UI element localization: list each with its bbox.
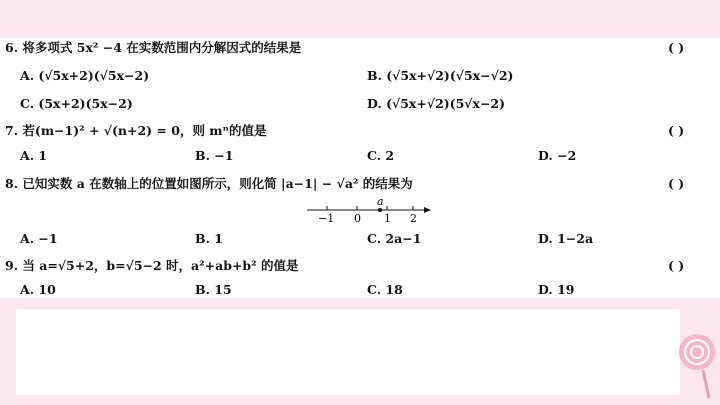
question-9-option-a: A. 10 [20,282,56,296]
question-8-option-a: A. −1 [20,231,58,246]
question-7-option-b: B. −1 [195,148,234,163]
question-7-option-d: D. −2 [538,148,577,163]
tick-label-0: 0 [354,212,361,225]
question-9-option-d: D. 19 [538,282,575,296]
point-a-dot [378,208,382,212]
number-line-figure [305,196,435,226]
question-8-answer-paren: ( ) [668,176,685,191]
question-7-answer-paren: ( ) [668,123,685,138]
bottom-blank-panel [16,309,680,395]
question-7-stem: 7. 若(m−1)² + √(n+2) = 0，则 mⁿ的值是 [5,123,267,138]
question-9-option-c: C. 18 [367,282,403,296]
lollipop-decoration-icon [675,330,719,400]
question-6-option-a: A. (√5x+2)(√5x−2) [20,68,150,83]
question-8-option-d: D. 1−2a [538,231,594,246]
question-7-option-a: A. 1 [20,148,48,163]
question-6-option-d: D. (√5x+√2)(5√x−2) [367,96,506,111]
tick-label-1: 1 [384,212,391,225]
question-8-option-b: B. 1 [195,231,223,246]
question-6-option-b: B. (√5x+√2)(√5x−√2) [367,68,514,83]
question-8-stem: 8. 已知实数 a 在数轴上的位置如图所示，则化简 |a−1| − √a² 的结果为 [5,176,413,191]
lollipop-stick [703,370,709,398]
tick-label-neg1: −1 [318,212,335,225]
question-6-answer-paren: ( ) [668,40,685,55]
question-9-option-b: B. 15 [195,282,232,296]
question-9-stem: 9. 当 a=√5+2，b=√5−2 时，a²+ab+b² 的值是 [5,258,299,273]
number-line-arrow [424,207,431,213]
question-9-answer-paren: ( ) [668,258,685,273]
question-8-option-c: C. 2a−1 [367,231,422,246]
question-7-option-c: C. 2 [367,148,395,163]
point-a-label: a [377,196,384,208]
question-6-stem: 6. 将多项式 5x² −4 在实数范围内分解因式的结果是 [5,40,302,55]
tick-label-2: 2 [410,212,417,225]
question-6-option-c: C. (5x+2)(5x−2) [20,96,133,111]
